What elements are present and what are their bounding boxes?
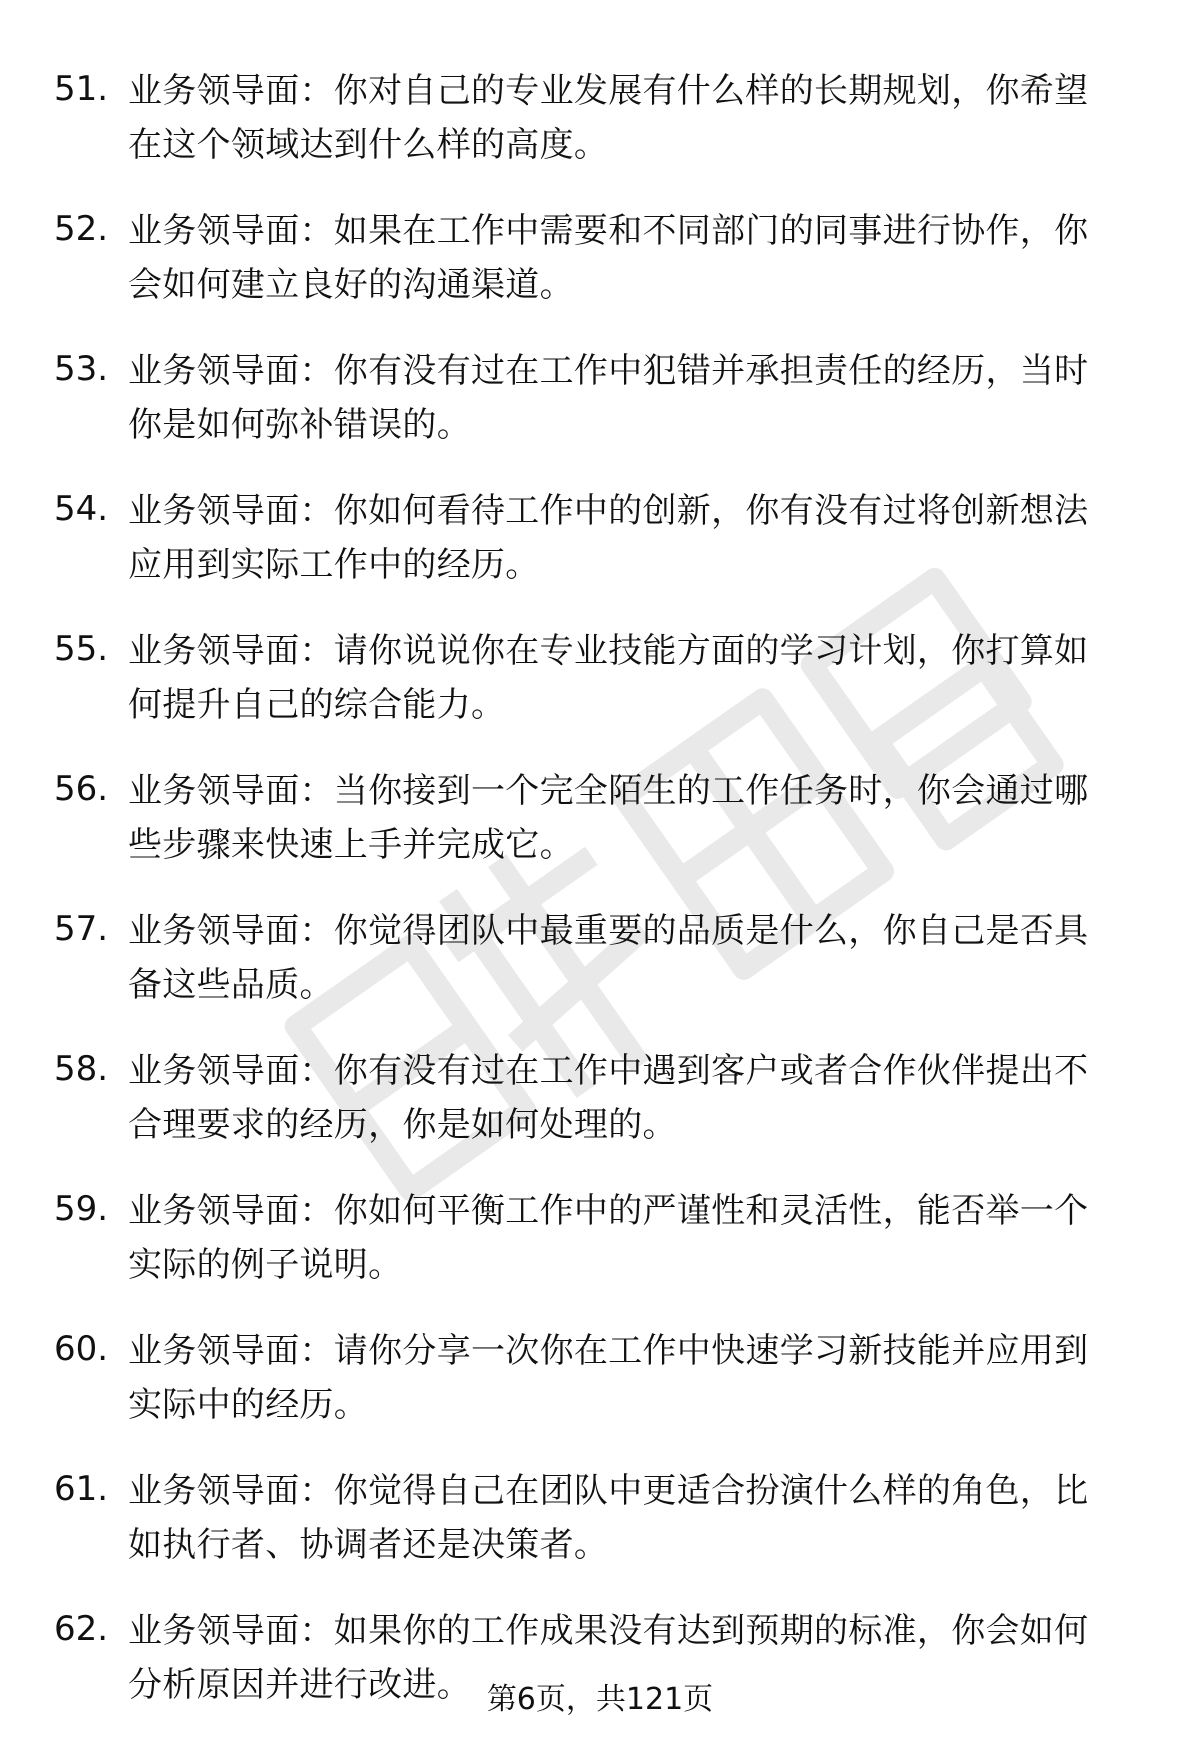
question-number: 54. (54, 489, 109, 529)
question-line: 你是如何弥补错误的。 (128, 405, 471, 445)
list-item (0, 890, 1200, 1030)
question-line: 如执行者、协调者还是决策者。 (128, 1525, 609, 1565)
question-text (128, 344, 1138, 452)
question-line: 业务领导面：如果在工作中需要和不同部门的同事进行协作，你 (128, 211, 1089, 251)
question-line: 会如何建立良好的沟通渠道。 (128, 265, 574, 305)
question-line: 业务领导面：如果你的工作成果没有达到预期的标准，你会如何 (128, 1611, 1089, 1651)
question-line: 业务领导面：当你接到一个完全陌生的工作任务时，你会通过哪 (128, 771, 1089, 811)
question-line: 业务领导面：你觉得自己在团队中更适合扮演什么样的角色，比 (128, 1471, 1089, 1511)
question-text (128, 1324, 1138, 1432)
question-number: 56. (54, 769, 109, 809)
question-line: 实际中的经历。 (128, 1385, 369, 1425)
question-text (128, 904, 1138, 1012)
question-text (128, 1184, 1138, 1292)
list-item (0, 1170, 1200, 1310)
question-line: 业务领导面：请你分享一次你在工作中快速学习新技能并应用到 (128, 1331, 1089, 1371)
question-text (128, 484, 1138, 592)
question-text (128, 64, 1138, 172)
question-text (128, 624, 1138, 732)
question-text (128, 764, 1138, 872)
list-item (0, 750, 1200, 890)
list-item (0, 1310, 1200, 1450)
list-item (0, 50, 1200, 190)
question-line: 实际的例子说明。 (128, 1245, 403, 1285)
question-line: 备这些品质。 (128, 965, 334, 1005)
question-number: 51. (54, 69, 109, 109)
question-line: 业务领导面：请你说说你在专业技能方面的学习计划，你打算如 (128, 631, 1089, 671)
question-number: 59. (54, 1189, 109, 1229)
question-line: 应用到实际工作中的经历。 (128, 545, 540, 585)
page-number-footer: 第6页，共121页 (486, 1682, 714, 1717)
question-line: 何提升自己的综合能力。 (128, 685, 506, 725)
question-line: 在这个领域达到什么样的高度。 (128, 125, 609, 165)
question-line: 合理要求的经历，你是如何处理的。 (128, 1105, 677, 1145)
question-text (128, 1464, 1138, 1572)
question-number: 58. (54, 1049, 109, 1089)
list-item (0, 1030, 1200, 1170)
list-item (0, 190, 1200, 330)
question-line: 业务领导面：你有没有过在工作中遇到客户或者合作伙伴提出不 (128, 1051, 1089, 1091)
question-line: 些步骤来快速上手并完成它。 (128, 825, 574, 865)
question-line: 业务领导面：你如何平衡工作中的严谨性和灵活性，能否举一个 (128, 1191, 1089, 1231)
question-line: 业务领导面：你觉得团队中最重要的品质是什么，你自己是否具 (128, 911, 1089, 951)
question-number: 62. (54, 1609, 109, 1649)
question-line: 分析原因并进行改进。 (128, 1665, 471, 1705)
question-number: 55. (54, 629, 109, 669)
question-text (128, 204, 1138, 312)
list-item (0, 1450, 1200, 1590)
question-list (0, 50, 1200, 1730)
question-line: 业务领导面：你有没有过在工作中犯错并承担责任的经历，当时 (128, 351, 1089, 391)
question-number: 52. (54, 209, 109, 249)
question-number: 53. (54, 349, 109, 389)
question-line: 业务领导面：你对自己的专业发展有什么样的长期规划，你希望 (128, 71, 1089, 111)
question-number: 57. (54, 909, 109, 949)
list-item (0, 470, 1200, 610)
question-line: 业务领导面：你如何看待工作中的创新，你有没有过将创新想法 (128, 491, 1089, 531)
question-number: 61. (54, 1469, 109, 1509)
list-item (0, 330, 1200, 470)
question-text (128, 1044, 1138, 1152)
list-item (0, 610, 1200, 750)
question-number: 60. (54, 1329, 109, 1369)
